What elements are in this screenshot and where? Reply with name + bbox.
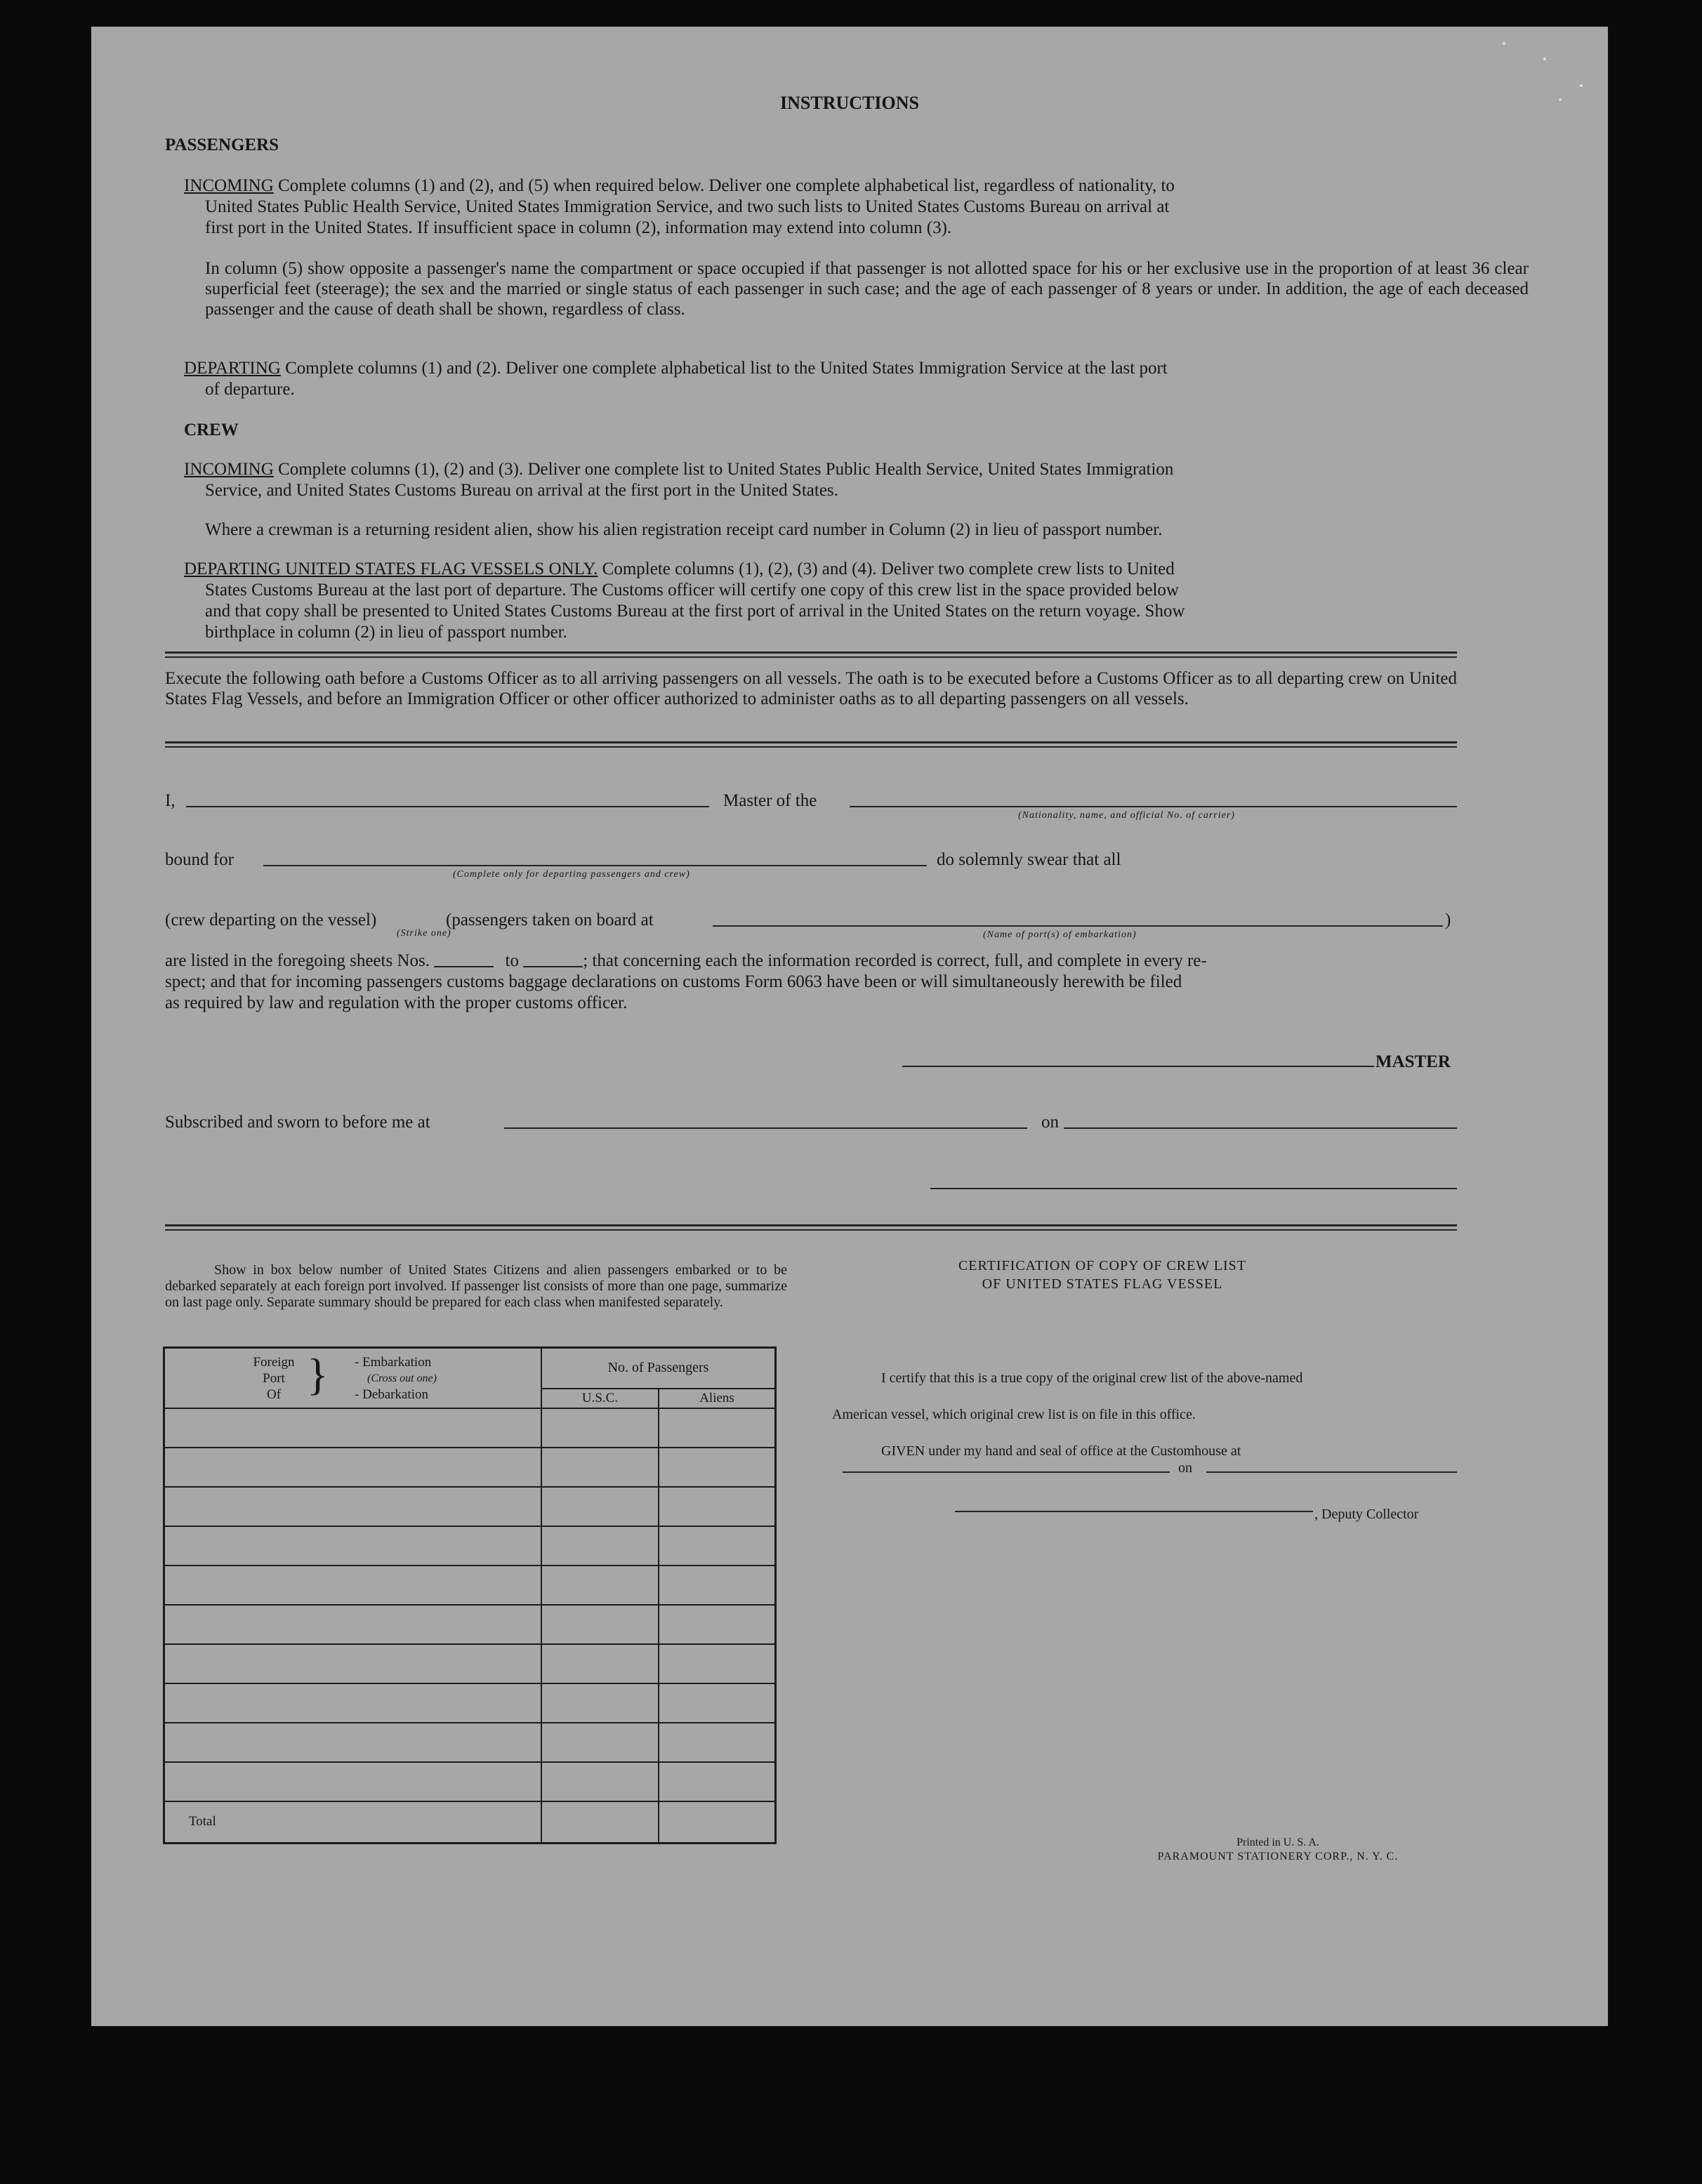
aliens-cell[interactable] [659, 1566, 776, 1605]
certification-date-field[interactable] [1206, 1471, 1457, 1473]
printer-line-2: PARAMOUNT STATIONERY CORP., N. Y. C. [1157, 1851, 1399, 1862]
table-row [164, 1723, 776, 1762]
of-label: Of [266, 1387, 282, 1402]
ports-note: (Name of port(s) of embarkation) [983, 929, 1137, 940]
port-cell[interactable] [164, 1762, 542, 1801]
passengers-incoming-text-2: United States Public Health Service, United States Immigration Service, and two such lists to United States Customs Bureau on arrival at [205, 197, 1170, 216]
crew-heading: CREW [184, 421, 239, 439]
master-signature-field[interactable] [902, 1066, 1374, 1067]
bound-note: (Complete only for departing passengers and crew) [453, 869, 690, 880]
divider [165, 651, 1457, 658]
divider [165, 741, 1457, 748]
certification-on-label: on [1178, 1460, 1192, 1476]
crew-incoming-text-2: Service, and United States Customs Bureau on arrival at the first port in the United States. [205, 481, 838, 500]
table-row [164, 1487, 776, 1526]
aliens-cell[interactable] [659, 1526, 776, 1566]
passengers-incoming-label: INCOMING [184, 176, 274, 195]
sheet-to-field[interactable] [523, 965, 583, 967]
foreign-label: Foreign [253, 1355, 295, 1370]
listed-text-2: ; that concerning each the information recorded is correct, full, and complete in every re- [583, 951, 1207, 970]
port-label: Port [263, 1371, 285, 1386]
usc-cell[interactable] [541, 1644, 659, 1683]
usc-total-cell[interactable] [541, 1801, 659, 1844]
passengers-column5-text: In column (5) show opposite a passenger's name the compartment or space occupied if that passenger is not allotted space for his or her exclusive use in the proportion of at least 36 clear superficial feet (steerage); the sex and the married or single status of each passenger in such case; and the age of each passenger of 8 years or under. In addition, the age of each deceased passenger and the cause of death shall be shown, regardless of class. [205, 259, 1529, 319]
officer-signature-field[interactable] [930, 1188, 1457, 1189]
carrier-field[interactable] [850, 806, 1457, 807]
bound-for-field[interactable] [263, 865, 927, 866]
brace-icon: } [307, 1349, 329, 1399]
passengers-departing-text-2: of departure. [205, 380, 295, 399]
port-header-cell [164, 1348, 542, 1408]
sworn-on-label: on [1041, 1113, 1059, 1132]
passengers-incoming-text-3: first port in the United States. If insufficient space in column (2), information may extend into column (3). [205, 218, 952, 237]
port-cell[interactable] [164, 1683, 542, 1723]
aliens-cell[interactable] [659, 1487, 776, 1526]
subscribed-label: Subscribed and sworn to before me at [165, 1113, 430, 1132]
certification-title-1: CERTIFICATION OF COPY OF CREW LIST [958, 1258, 1247, 1273]
passengers-departing-line-1 [184, 358, 1529, 378]
master-of-the-label: Master of the [723, 791, 817, 810]
sworn-date-field[interactable] [1064, 1127, 1457, 1129]
speck [1503, 42, 1505, 45]
strike-one-note: (Strike one) [397, 928, 451, 939]
deputy-collector-label: , Deputy Collector [1314, 1507, 1419, 1522]
usc-cell[interactable] [541, 1683, 659, 1723]
deputy-signature-field[interactable] [955, 1511, 1313, 1512]
table-row [164, 1566, 776, 1605]
table-row [164, 1644, 776, 1683]
crew-departing-text-3: and that copy shall be presented to United States Customs Bureau at the first port of arrival in the United States on the return voyage. Show [205, 602, 1185, 621]
port-cell[interactable] [164, 1448, 542, 1487]
table-row [164, 1683, 776, 1723]
usc-cell[interactable] [541, 1408, 659, 1448]
page-title: INSTRUCTIONS [780, 93, 919, 113]
form-sheet [91, 27, 1608, 2026]
certification-title-2: OF UNITED STATES FLAG VESSEL [982, 1276, 1223, 1292]
total-label-cell [164, 1801, 542, 1844]
aliens-cell[interactable] [659, 1683, 776, 1723]
port-cell[interactable] [164, 1723, 542, 1762]
listed-line-1 [165, 951, 1460, 971]
crew-incoming-line-1 [184, 459, 1529, 479]
close-paren: ) [1445, 911, 1451, 929]
table-row [164, 1448, 776, 1487]
cross-out-note: (Cross out one) [367, 1372, 437, 1384]
table-row [164, 1526, 776, 1566]
master-label: MASTER [1376, 1052, 1451, 1071]
divider [165, 1224, 1457, 1231]
usc-cell[interactable] [541, 1487, 659, 1526]
passengers-heading: PASSENGERS [165, 135, 279, 154]
usc-cell[interactable] [541, 1762, 659, 1801]
oath-instructions: Execute the following oath before a Customs Officer as to all arriving passengers on all vessels. The oath is to be executed before a Customs Officer as to all departing crew on United States Flag Vessels, and before an Immigration Officer or other officer authorized to administer oaths as to all departing passengers on all vessels. [165, 669, 1457, 708]
usc-cell[interactable] [541, 1566, 659, 1605]
embarkation-label: - Embarkation [355, 1355, 432, 1370]
aliens-cell[interactable] [659, 1762, 776, 1801]
no-passengers-header: No. of Passengers [541, 1348, 776, 1389]
passengers-taken-option: (passengers taken on board at [446, 911, 654, 929]
port-cell[interactable] [164, 1605, 542, 1644]
aliens-header: Aliens [659, 1389, 776, 1408]
printer-line-1: Printed in U. S. A. [1236, 1836, 1319, 1848]
port-cell[interactable] [164, 1526, 542, 1566]
speck [1559, 98, 1562, 101]
port-cell[interactable] [164, 1408, 542, 1448]
carrier-note: (Nationality, name, and official No. of carrier) [1018, 810, 1235, 821]
port-cell[interactable] [164, 1566, 542, 1605]
debarkation-label: - Debarkation [355, 1387, 428, 1402]
table-row [164, 1408, 776, 1448]
crew-incoming-label: INCOMING [184, 460, 274, 479]
total-label: Total [189, 1814, 216, 1829]
given-text: GIVEN under my hand and seal of office at the Customhouse at [881, 1443, 1241, 1459]
listed-text-4: as required by law and regulation with the proper customs officer. [165, 993, 628, 1012]
crew-departing-text-2: States Customs Bureau at the last port of departure. The Customs officer will certify one copy of this crew list in the space provided below [205, 581, 1179, 600]
to-label: to [505, 951, 519, 970]
aliens-cell[interactable] [659, 1408, 776, 1448]
passengers-departing-label: DEPARTING [184, 359, 281, 378]
table-row [164, 1605, 776, 1644]
crew-departing-text-1: Complete columns (1), (2), (3) and (4). Deliver two complete crew lists to United [602, 560, 1175, 578]
total-row [164, 1801, 776, 1844]
aliens-cell[interactable] [659, 1605, 776, 1644]
usc-header: U.S.C. [541, 1389, 659, 1408]
crew-departing-text-4: birthplace in column (2) in lieu of passport number. [205, 623, 567, 642]
usc-cell[interactable] [541, 1526, 659, 1566]
listed-text-1: are listed in the foregoing sheets Nos. [165, 951, 430, 970]
swear-label: do solemnly swear that all [937, 850, 1121, 869]
aliens-cell[interactable] [659, 1448, 776, 1487]
usc-cell[interactable] [541, 1448, 659, 1487]
sheet-from-field[interactable] [434, 965, 494, 967]
crew-departing-option: (crew departing on the vessel) [165, 911, 377, 929]
summary-note: Show in box below number of United States Citizens and alien passengers embarked or to be debarked separately at each foreign port involved. If passenger list consists of more than one page, summarize on last page only. Separate summary should be prepared for each class when manifested separately. [165, 1262, 787, 1310]
speck [1580, 84, 1583, 87]
oath-i-label: I, [165, 791, 176, 810]
port-cell[interactable] [164, 1487, 542, 1526]
crew-resident-text: Where a crewman is a returning resident alien, show his alien registration receipt card number in Column (2) in lieu of passport number. [205, 520, 1163, 539]
listed-text-3: spect; and that for incoming passengers customs baggage declarations on customs Form 6063 have been or will simultaneously herewith be filed [165, 972, 1182, 991]
customhouse-field[interactable] [843, 1471, 1170, 1473]
usc-cell[interactable] [541, 1605, 659, 1644]
master-name-field[interactable] [186, 806, 709, 807]
embarkation-port-field[interactable] [713, 925, 1443, 927]
port-cell[interactable] [164, 1644, 542, 1683]
aliens-cell[interactable] [659, 1723, 776, 1762]
table-row [164, 1762, 776, 1801]
crew-departing-line-1 [184, 559, 1529, 579]
speck [1543, 58, 1546, 60]
aliens-cell[interactable] [659, 1644, 776, 1683]
ports-table [163, 1346, 777, 1844]
bound-for-label: bound for [165, 850, 234, 869]
certify-text-2: American vessel, which original crew list is on file in this office. [832, 1407, 1196, 1422]
aliens-total-cell[interactable] [659, 1801, 776, 1844]
passengers-incoming-line-1 [184, 176, 1529, 196]
crew-incoming-text-1: Complete columns (1), (2) and (3). Deliver one complete list to United States Public Health Service, United States Immigration [278, 460, 1174, 479]
passengers-departing-text-1: Complete columns (1) and (2). Deliver one complete alphabetical list to the United States Immigration Service at the last port [285, 359, 1168, 378]
usc-cell[interactable] [541, 1723, 659, 1762]
certify-text-1: I certify that this is a true copy of the original crew list of the above-named [881, 1370, 1303, 1386]
crew-departing-label: DEPARTING UNITED STATES FLAG VESSELS ONLY. [184, 560, 598, 578]
sworn-place-field[interactable] [504, 1127, 1027, 1129]
passengers-incoming-text-1: Complete columns (1) and (2), and (5) when required below. Deliver one complete alphabetical list, regardless of nationality, to [278, 176, 1175, 195]
